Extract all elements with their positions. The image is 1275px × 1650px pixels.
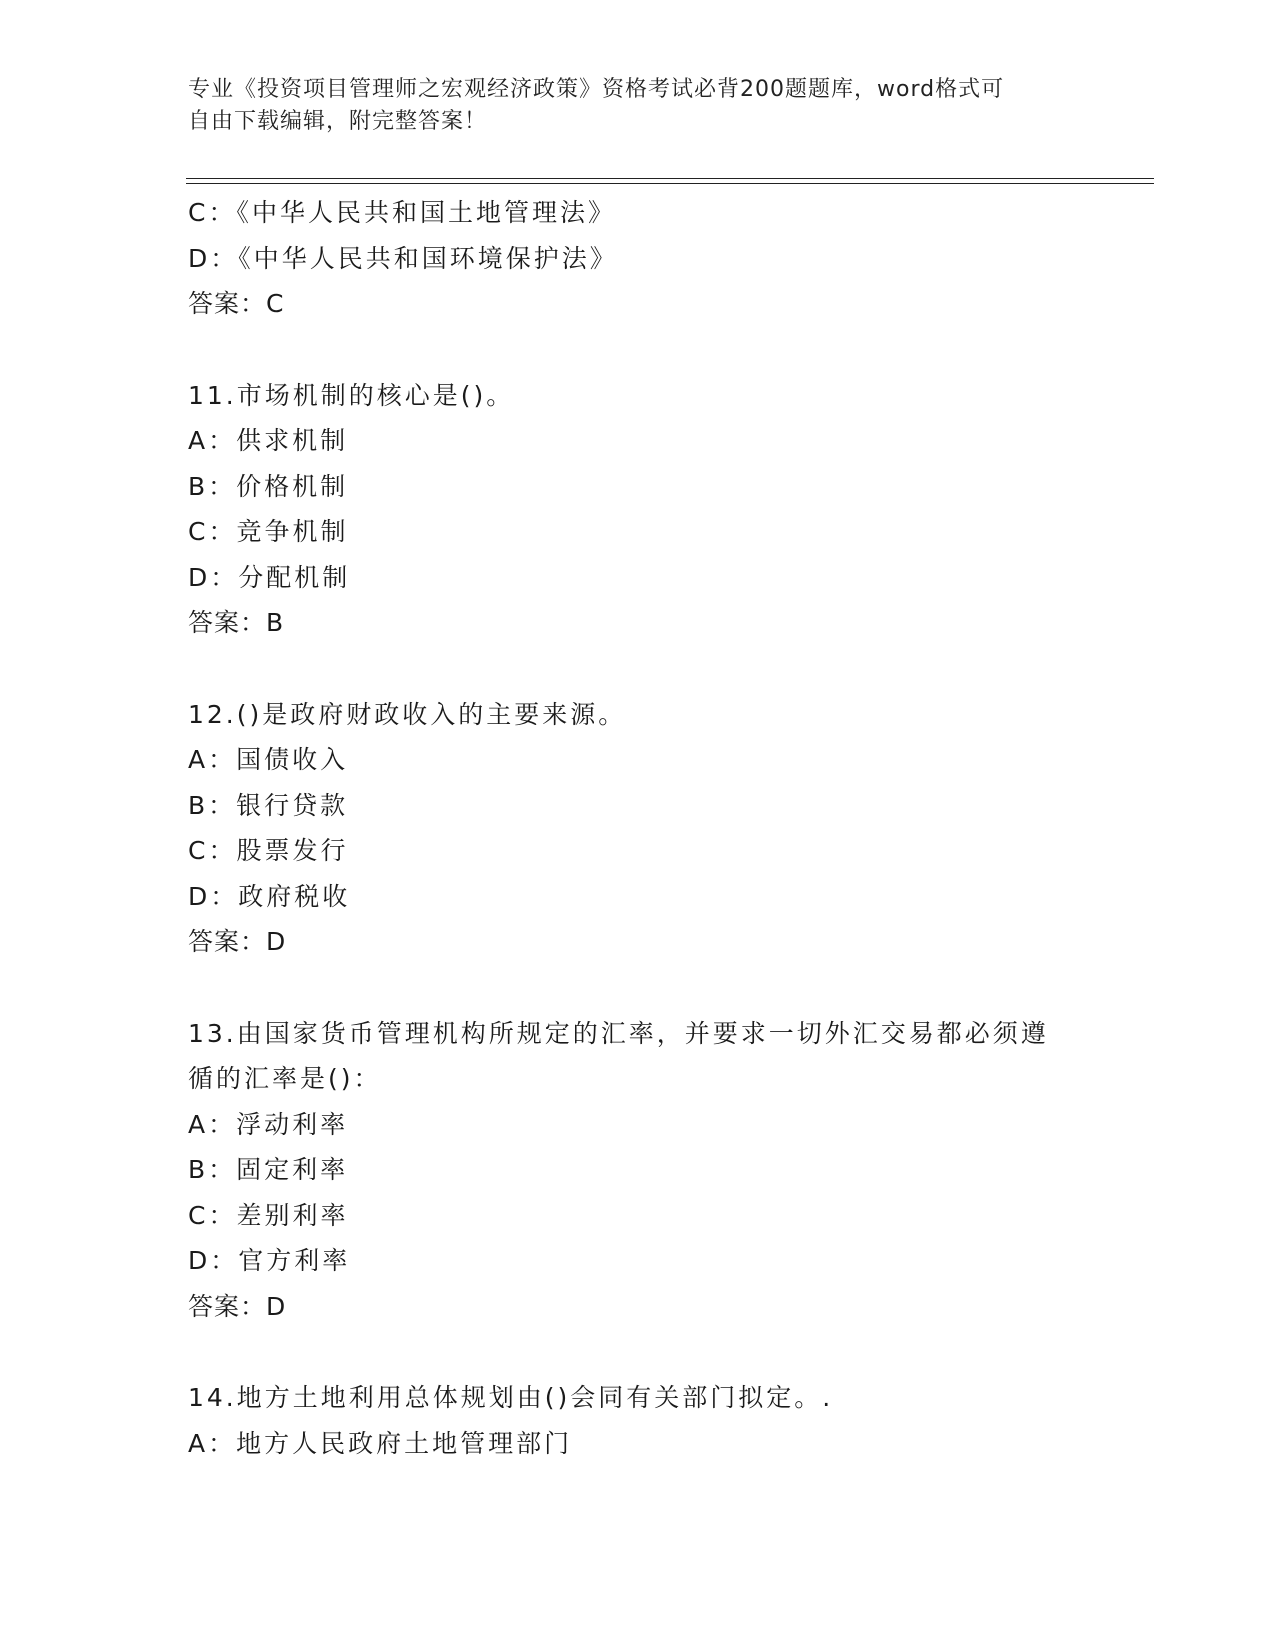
question-list bbox=[188, 190, 1088, 1466]
option-c: C：竞争机制 bbox=[188, 517, 349, 546]
answer: 答案：D bbox=[188, 1291, 287, 1321]
option-c: C：《中华人民共和国土地管理法》 bbox=[188, 198, 616, 227]
question-text: 12.()是政府财政收入的主要来源。 bbox=[188, 699, 627, 729]
option-a: A：国债收入 bbox=[188, 745, 349, 774]
question-text-cont: 循的汇率是()： bbox=[188, 1064, 382, 1093]
header-line-2: 自由下载编辑，附完整答案！ bbox=[188, 109, 488, 134]
option-b: B：价格机制 bbox=[188, 471, 349, 501]
header-rule-top bbox=[186, 178, 1154, 179]
option-b: B：银行贷款 bbox=[188, 790, 349, 820]
question-text: 11.市场机制的核心是()。 bbox=[188, 380, 515, 410]
answer: 答案：C bbox=[188, 289, 285, 318]
option-a: A：浮动利率 bbox=[188, 1109, 349, 1139]
option-d: D：《中华人民共和国环境保护法》 bbox=[188, 243, 618, 273]
document-header bbox=[188, 74, 1068, 138]
answer: 答案：D bbox=[188, 927, 287, 956]
question-block-12 bbox=[188, 692, 1088, 965]
header-line-1: 专业《投资项目管理师之宏观经济政策》资格考试必背200题题库，word格式可 bbox=[188, 77, 1005, 102]
option-c: C：差别利率 bbox=[188, 1200, 349, 1230]
question-text: 14.地方土地利用总体规划由()会同有关部门拟定。. bbox=[188, 1383, 834, 1412]
option-b: B：固定利率 bbox=[188, 1155, 349, 1184]
header-rule-bottom bbox=[186, 183, 1154, 184]
option-a: A：地方人民政府土地管理部门 bbox=[188, 1428, 573, 1458]
question-text: 13.由国家货币管理机构所规定的汇率，并要求一切外汇交易都必须遵 bbox=[188, 1018, 1049, 1048]
question-block-11 bbox=[188, 373, 1088, 646]
question-block-14 bbox=[188, 1375, 1088, 1466]
option-c: C：股票发行 bbox=[188, 836, 349, 865]
option-d: D：分配机制 bbox=[188, 562, 351, 592]
question-block-prev bbox=[188, 190, 1088, 327]
answer: 答案：B bbox=[188, 608, 285, 637]
option-a: A：供求机制 bbox=[188, 426, 349, 455]
option-d: D：官方利率 bbox=[188, 1246, 351, 1275]
option-d: D：政府税收 bbox=[188, 881, 351, 911]
question-block-13 bbox=[188, 1011, 1088, 1330]
